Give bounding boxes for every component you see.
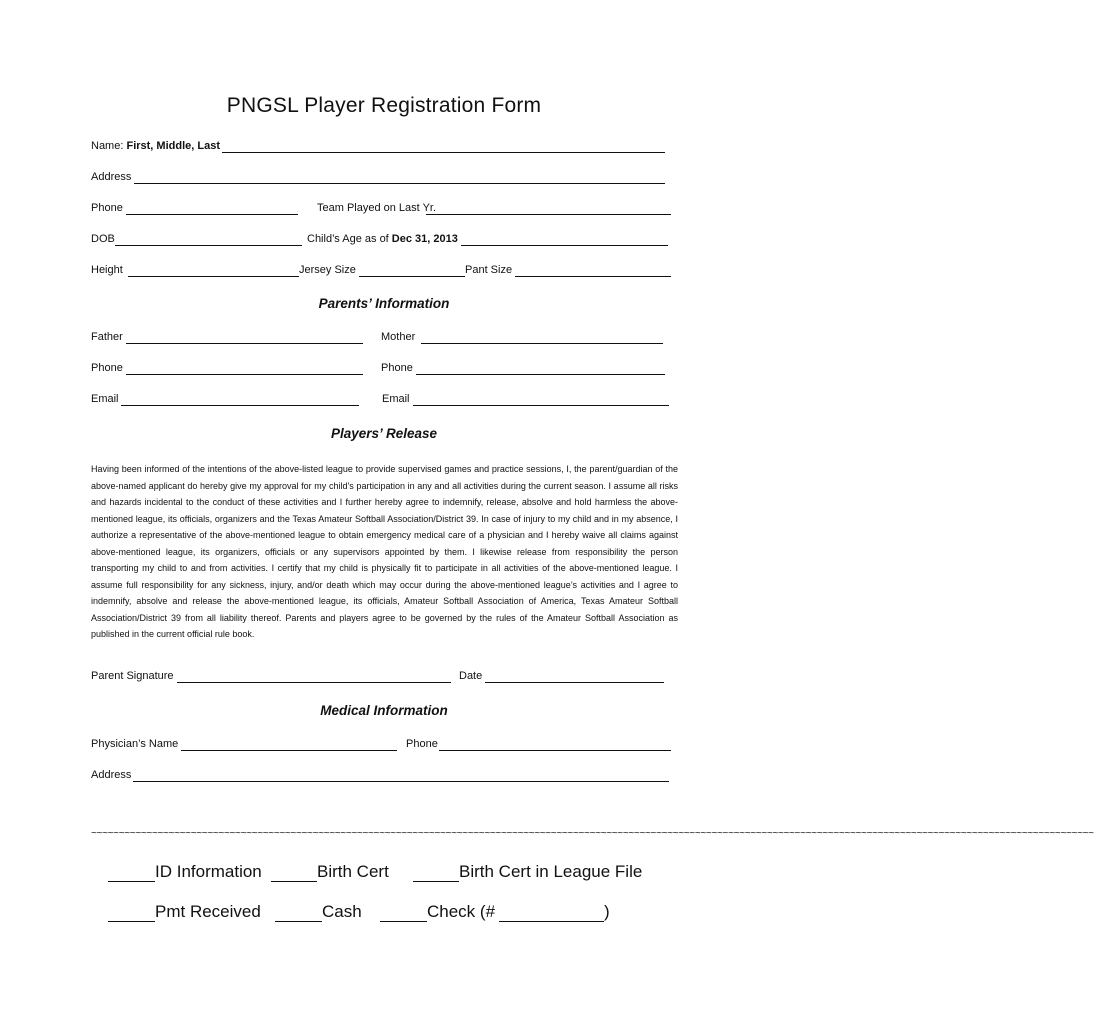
birth-cert-label: Birth Cert: [317, 862, 389, 881]
check-close-paren: ): [604, 902, 610, 921]
release-text: Having been informed of the intentions of the above-listed league to provide supervised games and practice sessions, I, the parent/guardian of the above-named applicant do hereby give my approval for my child’s participation in any and all activities during the current season. I assume all risks and hazards incidental to the conduct of these activities and I further hereby agree to indemnify, release, absolve and hold harmless the above-mentioned league, its officials, organizers and the Texas Amateur Softball Association/District 39. In case of injury to my child and in my absence, I authorize a representative of the above-mentioned league to obtain emergency medical care of a physician and I hereby waive all claims against above-mentioned league, its organizers, officials or any supervisors appointed by them. I likewise release from responsibility the person transporting my child to and from activities. I certify that my child is physically fit to participate in all activities of the above-mentioned league. I assume full responsibility for any sickness, injury, and/or death which may occur during the above-mentioned league’s activities and I agree to indemnify, absolve and release the above-mentioned league, its officials, Amateur Softball Association of America, Texas Amateur Softball Association/District 39 from all liability thereof. Parents and players agree to be governed by the rules of the Amateur Softball Association as published in the current official rule book.: [91, 464, 678, 639]
name-label-parts: First, Middle, Last: [126, 140, 220, 152]
signature-row: [91, 670, 673, 686]
parents-email-row: [91, 393, 673, 409]
father-email-label: Email: [91, 393, 119, 405]
father-phone-field[interactable]: [126, 374, 363, 375]
office-use-row-1: [108, 862, 708, 884]
birth-cert-file-label: Birth Cert in League File: [459, 862, 643, 881]
birth-cert-blank[interactable]: [271, 881, 317, 882]
age-field[interactable]: [461, 245, 668, 246]
medical-address-row: [91, 769, 673, 785]
physician-phone-field[interactable]: [439, 750, 671, 751]
name-label-prefix: Name:: [91, 140, 127, 152]
check-number-field[interactable]: [499, 921, 604, 922]
form-title: PNGSL Player Registration Form: [226, 94, 542, 117]
team-label: Team Played on Last Yr.: [317, 202, 437, 214]
phone-label: Phone: [91, 202, 123, 214]
office-use-row-2: [108, 902, 708, 924]
parents-name-row: [91, 331, 673, 347]
signature-field[interactable]: [177, 682, 451, 683]
mother-email-field[interactable]: [413, 405, 669, 406]
mother-phone-field[interactable]: [416, 374, 665, 375]
parents-heading: Parents’ Information: [318, 296, 450, 311]
medical-heading: Medical Information: [320, 703, 448, 718]
birth-cert-file-blank[interactable]: [413, 881, 459, 882]
mother-email-label: Email: [382, 393, 410, 405]
id-info-blank[interactable]: [108, 881, 155, 882]
cash-blank[interactable]: [275, 921, 322, 922]
address-row: [91, 171, 673, 187]
father-phone-label: Phone: [91, 362, 123, 374]
name-row: [91, 140, 673, 156]
medical-address-field[interactable]: [133, 781, 669, 782]
physician-row: [91, 738, 673, 754]
address-label: Address: [91, 171, 132, 183]
mother-label: Mother: [381, 331, 416, 343]
pmt-label: Pmt Received: [155, 902, 261, 921]
father-label: Father: [91, 331, 123, 343]
physician-label: Physician’s Name: [91, 738, 179, 750]
release-heading: Players’ Release: [330, 426, 438, 441]
date-label: Date: [459, 670, 483, 682]
age-label-text: Child’s Age as of: [307, 233, 392, 245]
address-field[interactable]: [134, 183, 665, 184]
dob-label: DOB: [91, 233, 115, 245]
cash-label: Cash: [322, 902, 362, 921]
team-field[interactable]: [426, 214, 671, 215]
father-email-field[interactable]: [121, 405, 359, 406]
id-info-label: ID Information: [155, 862, 262, 881]
size-row: [91, 264, 673, 280]
jersey-field[interactable]: [359, 276, 465, 277]
name-field[interactable]: [222, 152, 665, 153]
age-date: Dec 31, 2013: [391, 233, 458, 245]
check-label: Check (#: [427, 902, 496, 921]
signature-label: Parent Signature: [91, 670, 174, 682]
height-field[interactable]: [128, 276, 299, 277]
height-label: Height: [91, 264, 123, 276]
age-label: [307, 233, 458, 245]
date-field[interactable]: [485, 682, 664, 683]
medical-address-label: Address: [91, 769, 132, 781]
parents-phone-row: [91, 362, 673, 378]
father-field[interactable]: [126, 343, 363, 344]
pmt-blank[interactable]: [108, 921, 155, 922]
pant-label: Pant Size: [465, 264, 513, 276]
mother-field[interactable]: [421, 343, 663, 344]
name-label: [91, 140, 220, 152]
phone-field[interactable]: [126, 214, 298, 215]
physician-phone-label: Phone: [406, 738, 438, 750]
mother-phone-label: Phone: [381, 362, 413, 374]
phone-team-row: [91, 202, 673, 218]
jersey-label: Jersey Size: [299, 264, 356, 276]
physician-field[interactable]: [181, 750, 397, 751]
dob-field[interactable]: [115, 245, 302, 246]
pant-field[interactable]: [515, 276, 671, 277]
tilde-divider: ~~~~~~~~~~~~~~~~~~~~~~~~~~~~~~~~~~~~~~~~~~~~~~~~~~~~~~~~~~~~~~~~~~~~~~~~~~~~~~~~~~~~~~~~~~~~~~~~~~~~~~~~~~~~~~~~~~~~~~~~~~~~~~~~~~~~~~~~~~~~~~~~~~~~~~~~~~~~~~~~~~~~~~~~~~~~~~~~~~~~~: [91, 828, 1094, 839]
dob-age-row: [91, 233, 673, 249]
check-blank[interactable]: [380, 921, 427, 922]
